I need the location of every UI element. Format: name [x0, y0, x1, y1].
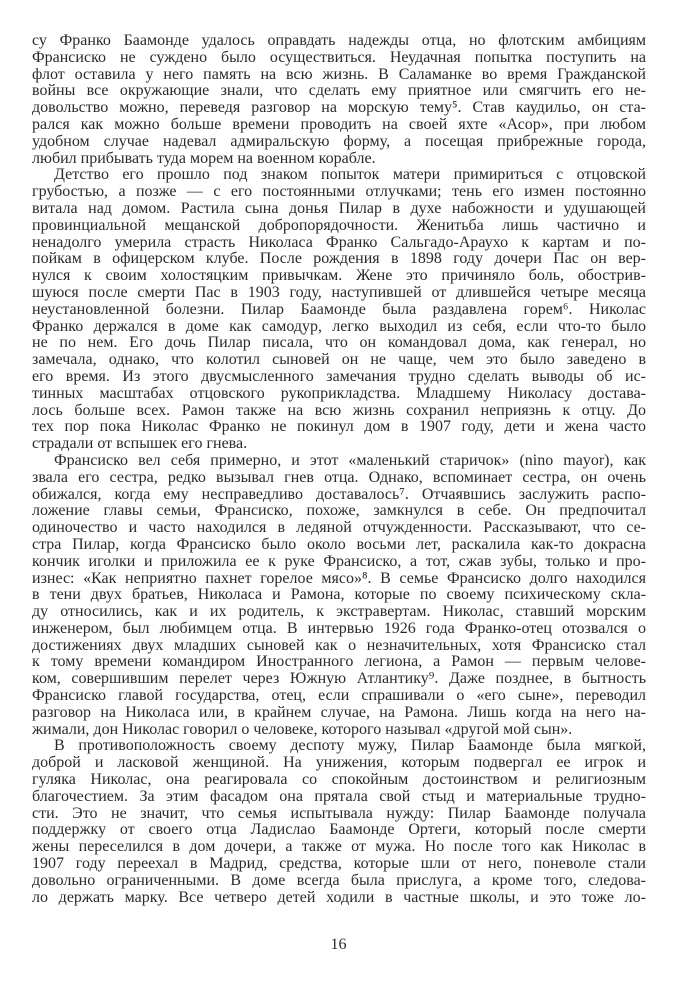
text-line: сти. Это не значит, что семья испытывала нужду: Пилар Баамонде получала [32, 804, 646, 822]
text-line: ложение главы семьи, Франсиско, похоже, замкнулся в себе. Он предпочитал [32, 502, 646, 520]
paragraph [32, 453, 646, 739]
text-line: замечала, однако, что колотил сыновей он не чаще, чем это было заведено в [32, 351, 646, 369]
text-line: удобном случае надевал адмиральскую форму, а посещая прибрежные города, [32, 132, 646, 150]
text-line: жены переселился в дом дочери, а также от мужа. Но после того как Николас в [32, 838, 646, 856]
text-line: жимали, дон Николас говорил о человеке, которого называл «другой мой сын». [32, 720, 573, 738]
text-line: достижениях двух младших сыновей как о незначительных, хотя Франсиско стал [32, 636, 646, 654]
text-line: ло держать марку. Все четверо детей ходили в частные школы, и это тоже ло- [32, 888, 646, 906]
text-line: тех пор пока Николас Франко не покинул дом в 1907 году, дети и жена часто [32, 418, 646, 436]
text-line: любил прибывать туда морем на военном корабле. [32, 149, 376, 167]
paragraph [32, 738, 646, 906]
text-line: тинных масштабах отцовского рукоприкладства. Младшему Николасу достава- [32, 384, 646, 402]
paragraph [32, 167, 646, 453]
text-line: В противоположность своему деспоту мужу, Пилар Баамонде была мягкой, [54, 737, 646, 755]
text-line: Франсиско не суждено было осуществиться. Неудачная попытка поступить на [32, 48, 646, 66]
text-line: ду относились, как и их родитель, к экстравертам. Николас, ставший морским [32, 603, 646, 621]
text-line: звала его сестра, редко вызывал гнев отца. Однако, вспоминает сестра, он очень [32, 468, 646, 486]
text-line: витала над домом. Растила сына донья Пилар в духе набожности и удушающей [32, 199, 646, 217]
text-line: обижался, когда ему несправедливо доставалось⁷. Отчаявшись заслужить распо- [32, 485, 646, 503]
text-line: провинциальной мещанской добропорядочности. Женитьба лишь частично и [32, 216, 646, 234]
text-line: кончик иголки и приложила ее к руке Франсиско, а тот, сжав зубы, только и про- [32, 552, 646, 570]
text-line: поддержку от своего отца Ладислао Баамонде Ортеги, который после смерти [32, 821, 646, 839]
text-line: грубостью, а позже — с его постоянными отлучками; тень его измен постоянно [32, 183, 646, 201]
page-body-text [32, 33, 646, 906]
text-line: разговор на Николаса или, в крайнем случае, на Рамона. Лишь когда на него на- [32, 703, 646, 721]
text-line: войны все окружающие знали, что сделать ему приятное или смягчить его не- [32, 82, 646, 100]
text-line: су Франко Баамонде удалось оправдать надежды отца, но флотским амбициям [32, 32, 646, 49]
text-line: довольство можно, переведя разговор на морскую тему⁵. Став каудильо, он ста- [32, 99, 646, 117]
paragraph [32, 33, 646, 167]
text-line: Франсиско главой государства, отец, если спрашивали о «его сыне», переводил [32, 687, 646, 705]
text-line: рался как можно больше времени проводить на своей яхте «Асор», при любом [32, 115, 646, 133]
text-line: инженером, был любимцем отца. В интервью 1926 года Франко-отец отозвался о [32, 619, 646, 637]
text-line: гуляка Николас, она реагировала со спокойным достоинством и религиозным [32, 771, 646, 789]
text-line: доброй и ласковой женщиной. На унижения, которым подвергал ее игрок и [32, 754, 646, 772]
text-line: 1907 году переехал в Мадрид, средства, которые шли от него, поневоле стали [32, 855, 646, 873]
text-line: Франко держался в доме как самодур, легко выходил из себя, если что-то было [32, 317, 646, 335]
text-line: его время. Из этого двусмысленного замечания трудно сделать выводы об ис- [32, 367, 646, 385]
text-line: не по нем. Его дочь Пилар писала, что он командовал дома, как генерал, но [32, 334, 646, 352]
text-line: страдали от вспышек его гнева. [32, 435, 248, 453]
text-line: довольно ограниченными. В доме всегда была прислуга, а кроме того, следова- [32, 871, 646, 889]
text-line: шуюся после смерти Пас в 1903 году, наступившей от длившейся четыре месяца [32, 283, 646, 301]
page-number: 16 [330, 936, 347, 953]
text-line: нулся к своим холостяцким привычкам. Жене это причиняло боль, обострив- [32, 267, 646, 285]
text-line: в тени двух братьев, Николаса и Рамона, которые по своему психическому скла- [32, 586, 646, 604]
text-line: Детство его прошло под знаком попыток матери примириться с отцовской [54, 166, 646, 184]
text-line: одиночество и часто находился в ледяной отчужденности. Рассказывают, что се- [32, 519, 646, 537]
text-line: неустановленной болезни. Пилар Баамонде была раздавлена горем⁶. Николас [32, 300, 646, 318]
text-line: ком, совершившим перелет через Южную Атлантику⁹. Даже позднее, в бытность [32, 670, 646, 688]
text-line: ненадолго умерила страсть Николаса Франко Сальгадо-Араухо к картам и по- [32, 233, 646, 251]
text-line: лось больше всех. Рамон также на всю жизнь сохранил неприязнь к отцу. До [32, 401, 646, 419]
text-line: стра Пилар, когда Франсиско было около восьми лет, раскалила как-то докрасна [32, 535, 646, 553]
text-line: изнес: «Как неприятно пахнет горелое мясо»⁸. В семье Франсиско долго находился [32, 569, 646, 587]
text-line: благочестием. За этим фасадом она прятала свой стыд и материальные трудно- [32, 787, 646, 805]
text-line: пойкам в офицерском клубе. После рождения в 1898 году дочери Пас он вер- [32, 250, 646, 268]
text-line: к тому времени командиром Иностранного легиона, а Рамон — первым челове- [32, 653, 646, 671]
text-line: Франсиско вел себя примерно, и этот «маленький старичок» (nino mayor), как [54, 451, 646, 469]
text-line: флот оставила у него память на всю жизнь. В Саламанке во время Гражданской [32, 65, 646, 83]
